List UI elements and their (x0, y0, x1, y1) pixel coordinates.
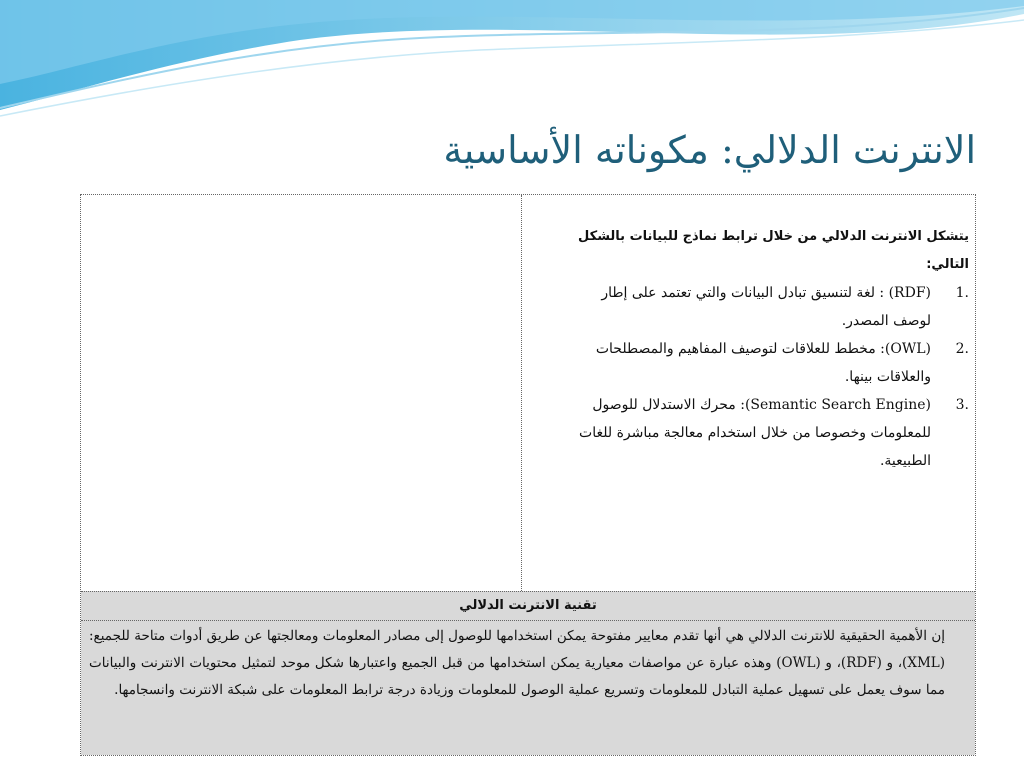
list-item-number: 1. (955, 285, 969, 301)
list-item-text: (OWL): مخطط للعلاقات لتوصيف المفاهيم والمصطلحات والعلاقات بينها. (595, 341, 931, 385)
slide-title: الانترنت الدلالي: مكوناته الأساسية (443, 128, 976, 172)
gears-diagram (81, 195, 521, 591)
components-list (562, 279, 969, 475)
list-item-number: 3. (955, 397, 969, 413)
list-item-number: 2. (955, 341, 969, 357)
section-body: إن الأهمية الحقيقية للانترنت الدلالي هي أنها تقدم معايير مفتوحة يمكن استخدامها للوصول إلى مصادر المعلومات ومعالجتها عن طريق أدوات متاحة للجميع: (XML)، و (RDF)، و (OWL) وهذه عبارة عن مواصفات معيارية يمكن استخدامها من قبل الجميع واعتبارها شكل موحد لتمثيل محتويات الانترنت والبيانات مما سوف يعمل على تسهيل عملية التبادل للمعلومات وتسريع عملية الوصول للمعلومات وزيادة درجة ترابط المعلومات على شبكة الانترنت وانسجامها. (81, 621, 975, 755)
list-item (562, 279, 969, 335)
text-cell (521, 195, 977, 591)
list-item-text: (RDF) : لغة لتنسيق تبادل البيانات والتي تعتمد على إطار لوصف المصدر. (601, 285, 931, 329)
content-table (80, 194, 976, 756)
list-item (562, 391, 969, 475)
section-heading: تقنية الانترنت الدلالي (81, 591, 975, 621)
list-item-text: (Semantic Search Engine): محرك الاستدلال للوصول للمعلومات وخصوصا من خلال استخدام معالجة مباشرة للغات الطبيعية. (579, 397, 931, 469)
list-item (562, 335, 969, 391)
intro-text: يتشكل الانترنت الدلالي من خلال ترابط نماذج للبيانات بالشكل التالي: (578, 229, 969, 272)
